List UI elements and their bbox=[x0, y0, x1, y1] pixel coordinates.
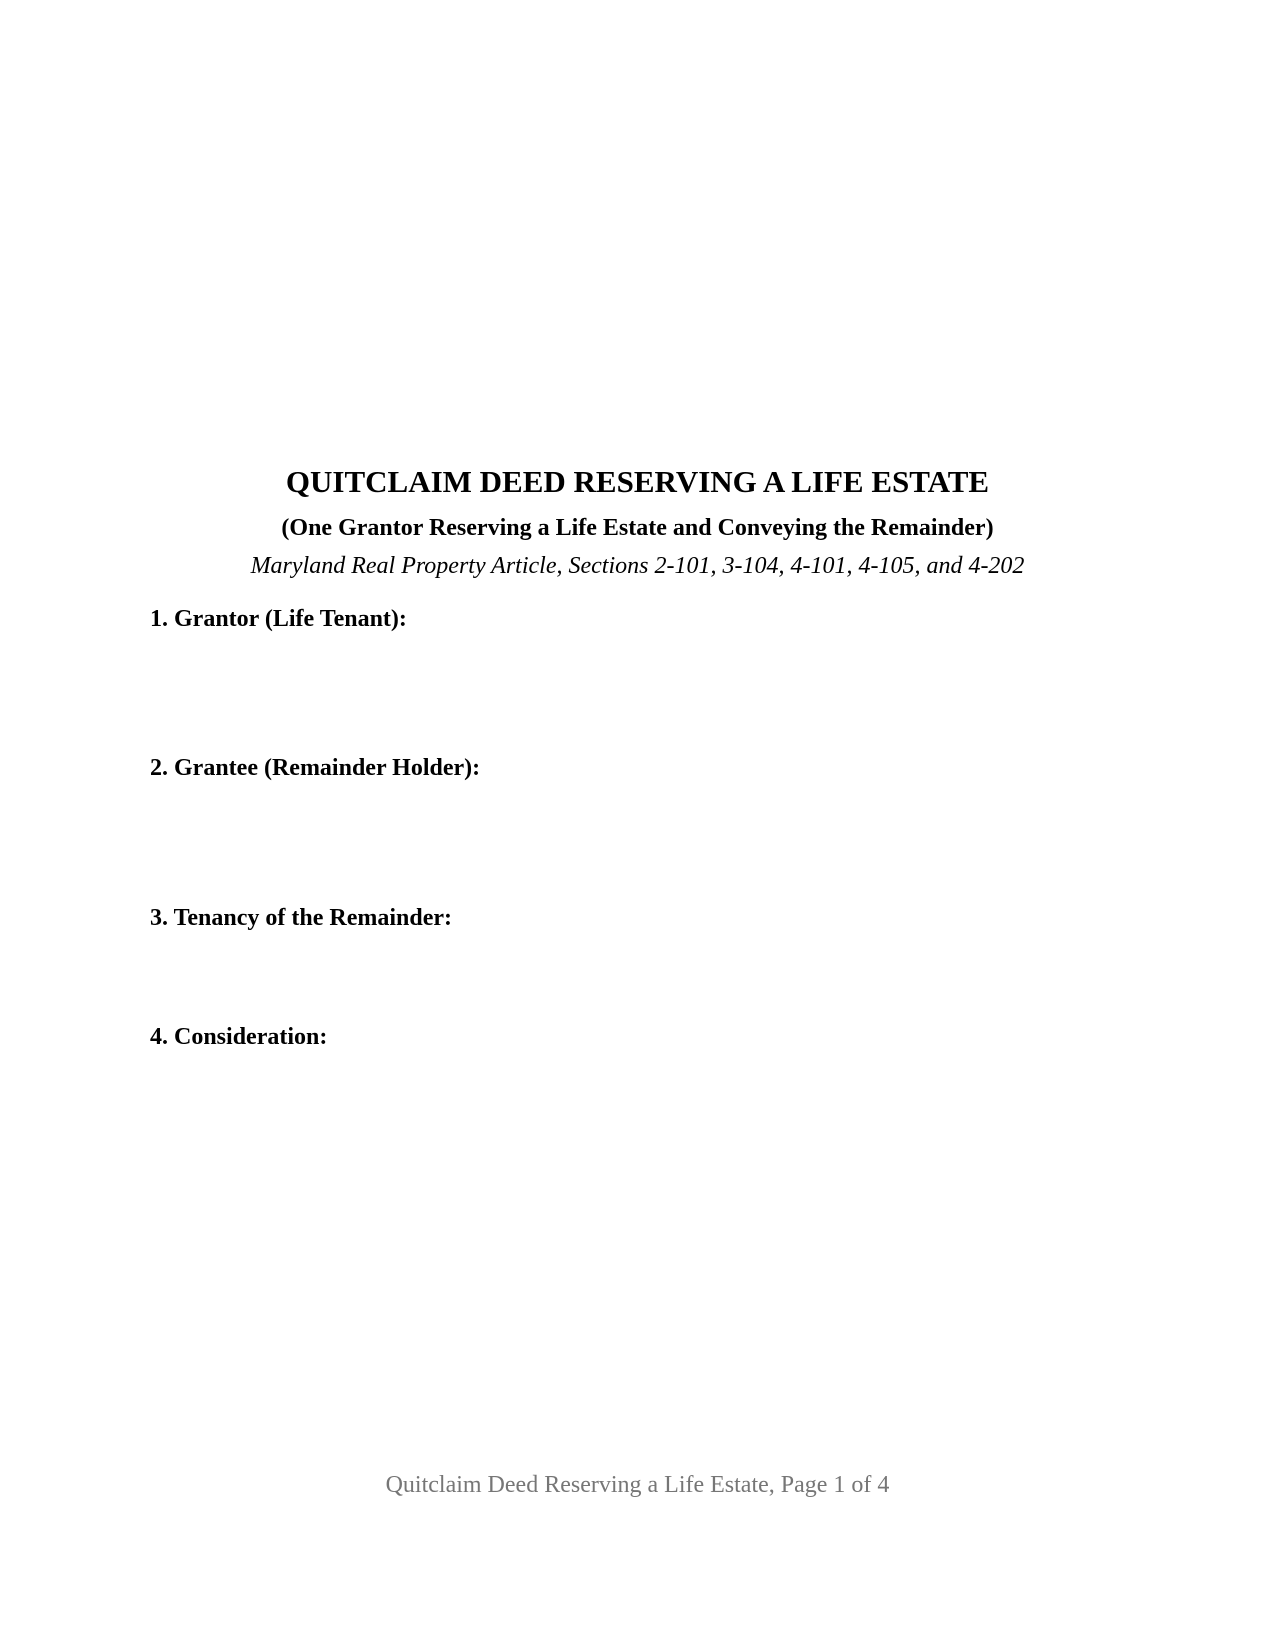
section-heading-grantor: 1. Grantor (Life Tenant): bbox=[150, 606, 407, 632]
statute-reference: Maryland Real Property Article, Sections 2-101, 3-104, 4-101, 4-105, and 4-202 bbox=[250, 553, 1025, 579]
document-title: QUITCLAIM DEED RESERVING A LIFE ESTATE bbox=[285, 464, 990, 499]
section-heading-tenancy: 3. Tenancy of the Remainder: bbox=[150, 905, 452, 931]
page-footer: Quitclaim Deed Reserving a Life Estate, Page 1 of 4 bbox=[385, 1472, 890, 1498]
section-heading-consideration: 4. Consideration: bbox=[150, 1024, 328, 1050]
section-heading-grantee: 2. Grantee (Remainder Holder): bbox=[150, 755, 481, 781]
document-subtitle: (One Grantor Reserving a Life Estate and Conveying the Remainder) bbox=[281, 515, 994, 541]
